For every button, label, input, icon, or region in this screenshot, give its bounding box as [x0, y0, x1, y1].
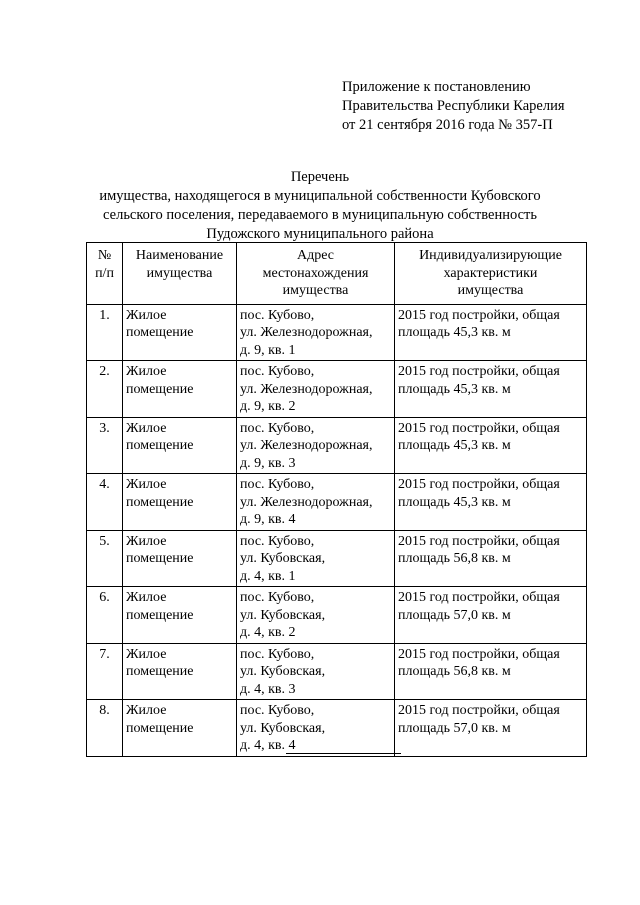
property-address	[237, 361, 395, 418]
property-name-line: Жилое	[126, 533, 167, 549]
table-row	[87, 361, 587, 418]
property-name-line: Жилое	[126, 590, 167, 605]
property-address	[237, 530, 395, 587]
row-number: 8.	[87, 700, 123, 757]
table-row	[87, 643, 587, 700]
document-title	[60, 168, 580, 244]
annex-header	[342, 78, 565, 135]
property-name-line: Жилое	[126, 307, 167, 323]
property-characteristics-line: площадь 57,0 кв. м	[398, 607, 511, 623]
table-row	[87, 700, 587, 757]
property-address-line: ул. Кубовская,	[240, 607, 326, 623]
property-address-line: ул. Железнодорожная,	[240, 494, 373, 510]
property-name	[123, 361, 237, 418]
row-number: 1.	[87, 304, 123, 361]
property-address-line: ул. Кубовская,	[240, 720, 326, 736]
header-text: имущества	[457, 283, 524, 298]
property-address-line: ул. Кубовская,	[240, 551, 326, 566]
property-characteristics	[395, 474, 587, 531]
property-name-line: помещение	[126, 720, 194, 736]
row-number: 5.	[87, 530, 123, 587]
row-number: 7.	[87, 643, 123, 700]
header-num	[87, 243, 123, 305]
property-address	[237, 474, 395, 531]
title-line: Пудожского муниципального района	[206, 226, 434, 242]
property-characteristics	[395, 700, 587, 757]
property-address-line: пос. Кубово,	[240, 703, 315, 718]
property-characteristics-line: площадь 56,8 кв. м	[398, 551, 511, 566]
annex-line: Приложение к постановлению	[342, 79, 531, 95]
row-number: 3.	[87, 417, 123, 474]
table-row	[87, 304, 587, 361]
property-address-line: пос. Кубово,	[240, 420, 315, 436]
property-address	[237, 643, 395, 700]
property-address-line: д. 9, кв. 4	[240, 512, 296, 527]
property-characteristics-line: 2015 год постройки, общая	[398, 364, 560, 379]
header-text: характеристики	[443, 265, 538, 281]
property-address-line: д. 9, кв. 3	[240, 455, 296, 471]
property-name	[123, 530, 237, 587]
annex-line: от 21 сентября 2016 года № 357-П	[342, 117, 553, 133]
property-name-line: помещение	[126, 438, 194, 453]
property-characteristics-line: площадь 45,3 кв. м	[398, 325, 511, 340]
property-address-line: ул. Железнодорожная,	[240, 325, 373, 340]
property-name-line: помещение	[126, 551, 194, 566]
property-address-line: пос. Кубово,	[240, 364, 315, 379]
property-characteristics-line: 2015 год постройки, общая	[398, 477, 560, 492]
header-text: п/п	[95, 265, 114, 281]
property-address-line: д. 9, кв. 1	[240, 342, 296, 358]
header-characteristics	[395, 243, 587, 305]
property-characteristics-line: площадь 57,0 кв. м	[398, 720, 511, 736]
property-characteristics-line: 2015 год постройки, общая	[398, 703, 560, 718]
property-address-line: пос. Кубово,	[240, 646, 315, 662]
property-name-line: помещение	[126, 607, 194, 623]
property-characteristics-line: 2015 год постройки, общая	[398, 646, 560, 662]
property-address-line: д. 9, кв. 2	[240, 399, 296, 414]
property-address-line: пос. Кубово,	[240, 477, 315, 492]
property-address	[237, 304, 395, 361]
property-name-line: помещение	[126, 325, 194, 340]
row-number: 4.	[87, 474, 123, 531]
property-name	[123, 474, 237, 531]
header-address	[237, 243, 395, 305]
property-characteristics	[395, 304, 587, 361]
title-line: Перечень	[290, 169, 350, 185]
property-name-line: Жилое	[126, 364, 167, 379]
property-name-line: помещение	[126, 381, 194, 397]
property-name-line: Жилое	[126, 420, 167, 436]
property-characteristics	[395, 361, 587, 418]
property-characteristics	[395, 417, 587, 474]
property-name	[123, 643, 237, 700]
property-name	[123, 700, 237, 757]
header-text: Наименование	[135, 248, 224, 263]
header-text: №	[97, 248, 112, 263]
property-address	[237, 700, 395, 757]
property-characteristics-line: площадь 45,3 кв. м	[398, 381, 511, 397]
title-line: сельского поселения, передаваемого в муниципальную собственность	[103, 207, 537, 223]
table-row	[87, 474, 587, 531]
header-text: местонахождения	[262, 265, 369, 281]
row-number: 2.	[87, 361, 123, 418]
property-characteristics-line: 2015 год постройки, общая	[398, 590, 560, 605]
property-address-line: д. 4, кв. 4	[240, 738, 296, 753]
property-characteristics-line: площадь 56,8 кв. м	[398, 664, 511, 679]
header-text: Индивидуализирующие	[419, 248, 562, 263]
table-body	[87, 304, 587, 756]
header-text: Адрес	[296, 248, 334, 263]
header-text: имущества	[282, 283, 349, 298]
header-name	[123, 243, 237, 305]
property-name	[123, 417, 237, 474]
property-address-line: пос. Кубово,	[240, 590, 315, 605]
property-address-line: д. 4, кв. 2	[240, 625, 296, 640]
table-row	[87, 587, 587, 644]
property-characteristics	[395, 643, 587, 700]
property-address-line: пос. Кубово,	[240, 307, 315, 323]
property-name-line: помещение	[126, 494, 194, 510]
property-name-line: Жилое	[126, 646, 167, 662]
property-name-line: помещение	[126, 664, 194, 679]
property-address-line: ул. Кубовская,	[240, 664, 326, 679]
table-row	[87, 417, 587, 474]
property-name	[123, 304, 237, 361]
property-address-line: д. 4, кв. 3	[240, 681, 296, 697]
property-address	[237, 587, 395, 644]
property-address	[237, 417, 395, 474]
property-characteristics	[395, 530, 587, 587]
property-characteristics-line: площадь 45,3 кв. м	[398, 494, 511, 510]
row-number: 6.	[87, 587, 123, 644]
property-address-line: пос. Кубово,	[240, 533, 315, 549]
property-address-line: ул. Железнодорожная,	[240, 438, 373, 453]
property-name-line: Жилое	[126, 477, 167, 492]
property-name	[123, 587, 237, 644]
property-characteristics-line: площадь 45,3 кв. м	[398, 438, 511, 453]
header-text: имущества	[146, 265, 213, 281]
property-address-line: д. 4, кв. 1	[240, 568, 296, 584]
property-address-line: ул. Железнодорожная,	[240, 381, 373, 397]
title-line: имущества, находящегося в муниципальной собственности Кубовского	[99, 188, 541, 204]
footer-divider	[286, 753, 401, 754]
property-table	[86, 242, 587, 757]
property-characteristics-line: 2015 год постройки, общая	[398, 533, 560, 549]
annex-line: Правительства Республики Карелия	[342, 98, 565, 114]
property-characteristics-line: 2015 год постройки, общая	[398, 420, 560, 436]
property-characteristics-line: 2015 год постройки, общая	[398, 307, 560, 323]
table-header-row	[87, 243, 587, 305]
table-row	[87, 530, 587, 587]
property-name-line: Жилое	[126, 703, 167, 718]
property-characteristics	[395, 587, 587, 644]
